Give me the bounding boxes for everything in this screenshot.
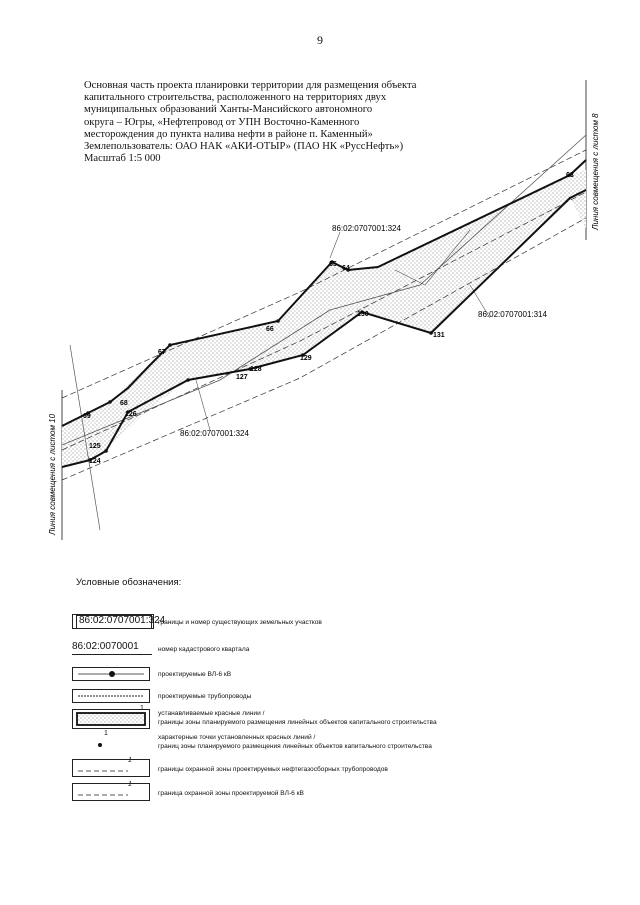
legend-text: проектируемые ВЛ-6 кВ [158,671,232,678]
legend-text-line: устанавливаемые красные линии / [158,710,265,717]
point-label: 124 [89,458,101,465]
legend-text-line: характерные точки установленных красных линий / [158,734,316,741]
header-line: месторождения до пункта налива нефти в районе п. Каменный» [84,128,373,140]
parcel-leader [196,380,210,430]
legend-swatch-pipeline-zone [72,759,150,777]
legend-text: границы охранной зоны проектируемых нефтегазосборных трубопроводов [158,766,388,773]
header-line: Масштаб 1:5 000 [84,153,161,165]
parcel-label: 86:02:0707001:324 [332,224,401,233]
page-number: 9 [317,33,323,47]
point-label: 129 [300,355,312,362]
legend-swatch-quarter [72,641,152,655]
header-line: округа – Югры, «Нефтепровод от УПН Восточно-Каменного [84,116,360,128]
legend-sample-number: 1 [128,781,132,788]
legend-swatch-point [72,733,150,751]
legend-text: граница охранной зоны проектируемой ВЛ-6 кВ [158,790,304,797]
point-label: 68 [120,400,128,407]
point-label: 125 [89,443,101,450]
legend-text [158,733,432,751]
legend-swatch-power-line [72,667,150,681]
header-line: Землепользователь: ОАО НАК «АКИ-ОТЫР» (ПАО НК «РуссНефть») [84,141,404,153]
legend-swatch-power-zone [72,783,150,801]
legend-title: Условные обозначения: [76,577,182,588]
point-label: 63 [566,172,574,179]
legend-text-line: границы зоны планируемого размещения линейных объектов капитального строительства [158,719,437,726]
parcel-leader [330,232,340,258]
point-label: 127 [236,374,248,381]
parcel-label: 86:02:0707001:324 [180,429,249,438]
header-line: Основная часть проекта планировки территории для размещения объекта [84,80,417,91]
point-label: 130 [357,311,369,318]
legend-swatch-parcel [72,614,166,629]
legend-sample-number: 1 [104,730,108,737]
point-label: 64 [342,265,350,272]
match-line-right-label: Линия совмещения с листом 8 [591,113,600,230]
legend-sample-parcel: 86:02:0707001:324 [79,615,166,626]
header-line: муниципальных образований Ханты-Мансийского автономного [84,104,373,116]
legend-sample-quarter: 86:02:0070001 [72,641,139,652]
point-label: 65 [329,261,337,268]
legend-text: проектируемые трубопроводы [158,693,252,700]
point-label: 131 [433,332,445,339]
legend-text [158,709,437,727]
legend-text: границы и номер существующих земельных участков [158,619,322,626]
point-label: 128 [250,366,262,373]
legend-text: номер кадастрового квартала [158,646,250,653]
legend-swatch-pipeline [72,689,150,703]
legend-sample-number: 1 [128,757,132,764]
point-label: 69 [83,413,91,420]
parcel-label: 86:02:0707001:314 [478,310,547,319]
header-line: капитального строительства, расположенного на территориях двух [84,92,387,104]
point-label: 66 [266,326,274,333]
point-label: 126 [125,411,137,418]
legend-swatch-red-lines [72,709,150,729]
legend-sample-number: 1 [140,705,144,712]
point-label: 67 [158,349,166,356]
match-line-left-label: Линия совмещения с листом 10 [48,413,57,535]
legend-text-line: границ зоны планируемого размещения линейных объектов капитального строительства [158,743,432,750]
